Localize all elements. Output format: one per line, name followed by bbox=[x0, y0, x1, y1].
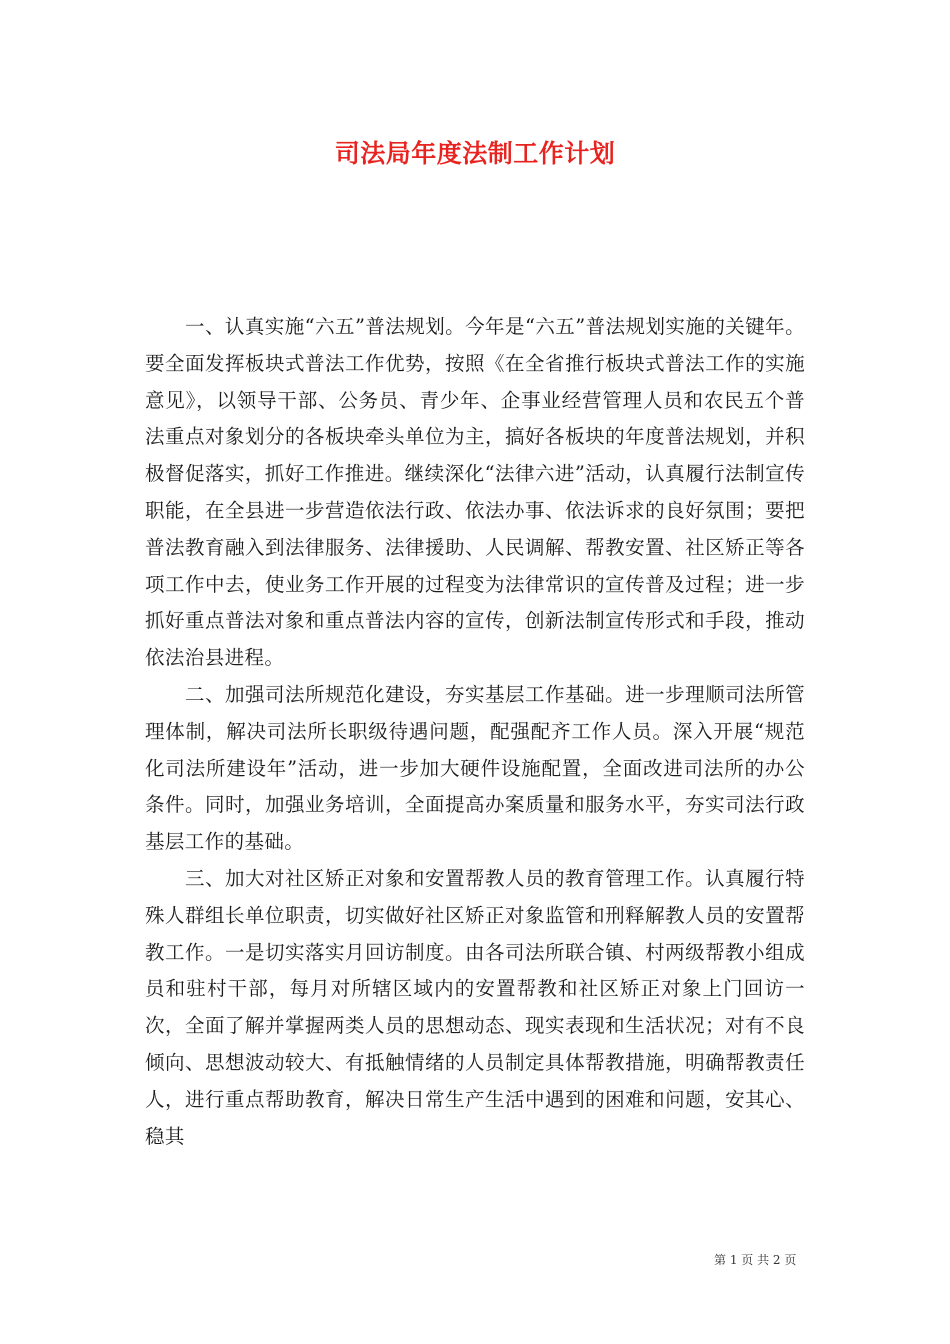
paragraph-2: 二、加强司法所规范化建设，夯实基层工作基础。进一步理顺司法所管理体制，解决司法所长职级待遇问题，配强配齐工作人员。深入开展“规范化司法所建设年”活动，进一步加大硬件设施配置，全面改进司法所的办公条件。同时，加强业务培训，全面提高办案质量和服务水平，夯实司法行政基层工作的基础。 bbox=[145, 682, 805, 854]
paragraph-3: 三、加大对社区矫正对象和安置帮教人员的教育管理工作。认真履行特殊人群组长单位职责，切实做好社区矫正对象监管和刑释解教人员的安置帮教工作。一是切实落实月回访制度。由各司法所联合镇、村两级帮教小组成员和驻村干部，每月对所辖区域内的安置帮教和社区矫正对象上门回访一次，全面了解并掌握两类人员的思想动态、现实表现和生活状况；对有不良倾向、思想波动较大、有抵触情绪的人员制定具体帮教措施，明确帮教责任人，进行重点帮助教育，解决日常生产生活中遇到的困难和问题，安其心、稳其 bbox=[145, 866, 805, 1148]
page-number-footer: 第 1 页 共 2 页 bbox=[714, 1253, 797, 1267]
paragraph-1: 一、认真实施“六五”普法规划。今年是“六五”普法规划实施的关键年。要全面发挥板块式普法工作优势，按照《在全省推行板块式普法工作的实施意见》，以领导干部、公务员、青少年、企事业经营管理人员和农民五个普法重点对象划分的各板块牵头单位为主，搞好各板块的年度普法规划，并积极督促落实，抓好工作推进。继续深化“法律六进”活动，认真履行法制宣传职能，在全县进一步营造依法行政、依法办事、依法诉求的良好氛围；要把普法教育融入到法律服务、法律援助、人民调解、帮教安置、社区矫正等各项工作中去，使业务工作开展的过程变为法律常识的宣传普及过程；进一步抓好重点普法对象和重点普法内容的宣传，创新法制宣传形式和手段，推动依法治县进程。 bbox=[145, 315, 805, 670]
page-title: 司法局年度法制工作计划 bbox=[334, 139, 616, 168]
document-body bbox=[145, 309, 805, 1155]
